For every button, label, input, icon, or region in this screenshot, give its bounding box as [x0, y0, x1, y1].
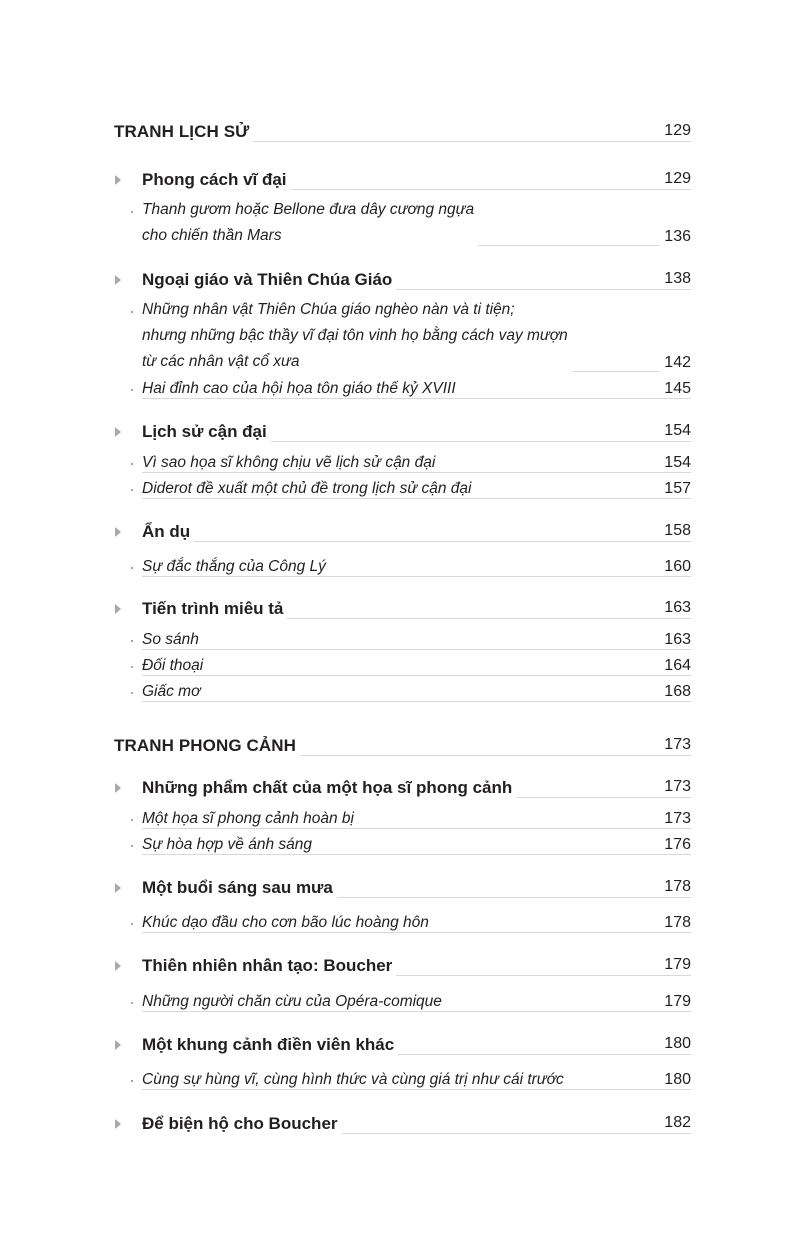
toc-subsection-entry — [0, 810, 793, 832]
toc-entry-title: Hai đỉnh cao của hội họa tôn giáo thế kỷ XVIII — [142, 380, 460, 398]
toc-section-entry — [0, 878, 793, 900]
toc-section-entry — [0, 956, 793, 978]
toc-subsection-entry — [0, 993, 793, 1015]
toc-subsection-entry — [0, 631, 793, 653]
triangle-bullet-icon — [115, 604, 121, 614]
toc-entry-title: Những nhân vật Thiên Chúa giáo nghèo nàn và ti tiện; nhưng những bậc thầy vĩ đại tôn vinh họ bằng cách vay mượn từ các nhân vật cổ xưa — [142, 297, 572, 375]
toc-subsection-entry — [0, 558, 793, 580]
toc-entry-title: Lịch sử cận đại — [142, 422, 271, 442]
toc-section-entry — [0, 270, 793, 292]
triangle-bullet-icon — [115, 275, 121, 285]
toc-entry-title: Thanh gươm hoặc Bellone đưa dây cương ngựa cho chiến thần Mars — [142, 197, 478, 249]
toc-page-number: 173 — [660, 736, 691, 754]
toc-subsection-entry — [0, 480, 793, 502]
toc-page-number: 160 — [660, 558, 691, 576]
dot-bullet-icon — [131, 463, 133, 465]
dot-leader — [142, 828, 691, 829]
toc-subsection-entry — [0, 836, 793, 858]
dot-leader — [142, 1089, 691, 1090]
toc-section-entry — [0, 1035, 793, 1057]
toc-entry-title: Một khung cảnh điền viên khác — [142, 1035, 398, 1055]
dot-leader — [142, 932, 691, 933]
triangle-bullet-icon — [115, 783, 121, 793]
toc-page-number: 168 — [660, 683, 691, 701]
dot-bullet-icon — [131, 1080, 133, 1082]
toc-entry-title: Phong cách vĩ đại — [142, 170, 291, 190]
toc-entry-title: Để biện hộ cho Boucher — [142, 1114, 342, 1134]
toc-page-number: 164 — [660, 657, 691, 675]
toc-subsection-entry — [0, 202, 793, 248]
triangle-bullet-icon — [115, 427, 121, 437]
toc-entry-title: Đối thoại — [142, 657, 207, 675]
triangle-bullet-icon — [115, 527, 121, 537]
triangle-bullet-icon — [115, 883, 121, 893]
toc-page-number: 182 — [660, 1114, 691, 1132]
toc-entry-title: Ẩn dụ — [142, 522, 194, 542]
dot-leader — [142, 701, 691, 702]
toc-page-number: 179 — [660, 956, 691, 974]
triangle-bullet-icon — [115, 175, 121, 185]
toc-section-entry — [0, 522, 793, 544]
dot-bullet-icon — [131, 845, 133, 847]
toc-page-number: 158 — [660, 522, 691, 540]
toc-page-number: 136 — [660, 228, 691, 248]
toc-page-number: 179 — [660, 993, 691, 1011]
toc-page-number: 154 — [660, 454, 691, 472]
dot-bullet-icon — [131, 389, 133, 391]
dot-leader — [142, 541, 691, 542]
toc-page-number: 129 — [660, 122, 691, 140]
toc-entry-title: Những người chăn cừu của Opéra-comique — [142, 993, 446, 1011]
toc-page-number: 129 — [660, 170, 691, 188]
toc-subsection-entry — [0, 302, 793, 374]
triangle-bullet-icon — [115, 1119, 121, 1129]
dot-leader — [142, 472, 691, 473]
toc-page-number: 178 — [660, 878, 691, 896]
dot-leader — [142, 398, 691, 399]
toc-entry-title: Khúc dạo đầu cho cơn bão lúc hoàng hôn — [142, 914, 433, 932]
toc-page-number: 173 — [660, 778, 691, 796]
toc-subsection-entry — [0, 657, 793, 679]
toc-section-entry — [0, 778, 793, 800]
toc-page-number: 176 — [660, 836, 691, 854]
dot-bullet-icon — [131, 567, 133, 569]
dot-bullet-icon — [131, 666, 133, 668]
toc-page-number: 180 — [660, 1035, 691, 1053]
toc-subsection-entry — [0, 1071, 793, 1093]
dot-bullet-icon — [131, 1002, 133, 1004]
toc-page-number: 138 — [660, 270, 691, 288]
dot-leader — [142, 498, 691, 499]
toc-entry-title: Một buổi sáng sau mưa — [142, 878, 337, 898]
toc-section-entry — [0, 170, 793, 192]
toc-page-number: 163 — [660, 631, 691, 649]
dot-bullet-icon — [131, 489, 133, 491]
dot-bullet-icon — [131, 923, 133, 925]
toc-section-entry — [0, 422, 793, 444]
toc-page-number: 173 — [660, 810, 691, 828]
toc-section-entry — [0, 599, 793, 621]
toc-page-number: 163 — [660, 599, 691, 617]
triangle-bullet-icon — [115, 961, 121, 971]
dot-leader — [142, 576, 691, 577]
toc-page-number: 157 — [660, 480, 691, 498]
toc-subsection-entry — [0, 914, 793, 936]
toc-entry-title: TRANH PHONG CẢNH — [114, 736, 300, 756]
toc-entry-title: Ngoại giáo và Thiên Chúa Giáo — [142, 270, 396, 290]
dot-bullet-icon — [131, 311, 133, 313]
toc-subsection-entry — [0, 683, 793, 705]
dot-leader — [142, 1011, 691, 1012]
toc-page-number: 154 — [660, 422, 691, 440]
dot-leader — [142, 675, 691, 676]
toc-entry-title: So sánh — [142, 631, 203, 649]
dot-bullet-icon — [131, 819, 133, 821]
toc-page-number: 178 — [660, 914, 691, 932]
dot-leader — [142, 854, 691, 855]
dot-bullet-icon — [131, 640, 133, 642]
toc-entry-title: Diderot đề xuất một chủ đề trong lịch sử cận đại — [142, 480, 475, 498]
dot-bullet-icon — [131, 692, 133, 694]
dot-bullet-icon — [131, 211, 133, 213]
toc-part-heading — [0, 122, 793, 144]
triangle-bullet-icon — [115, 1040, 121, 1050]
toc-entry-title: Sự hòa hợp về ánh sáng — [142, 836, 316, 854]
toc-entry-title: Thiên nhiên nhân tạo: Boucher — [142, 956, 396, 976]
toc-page-number: 180 — [660, 1071, 691, 1089]
toc-page-number: 142 — [660, 354, 691, 374]
toc-entry-title: Một họa sĩ phong cảnh hoàn bị — [142, 810, 358, 828]
toc-entry-title: Tiến trình miêu tả — [142, 599, 287, 619]
toc-page-number: 145 — [660, 380, 691, 398]
toc-entry-title: Giấc mơ — [142, 683, 204, 701]
toc-entry-title: TRANH LỊCH SỬ — [114, 122, 253, 142]
toc-entry-title: Vì sao họa sĩ không chịu vẽ lịch sử cận đại — [142, 454, 439, 472]
toc-entry-title: Những phẩm chất của một họa sĩ phong cảnh — [142, 778, 516, 798]
toc-part-heading — [0, 736, 793, 758]
toc-entry-title: Sự đắc thắng của Công Lý — [142, 558, 330, 576]
toc-subsection-entry — [0, 454, 793, 476]
toc-section-entry — [0, 1114, 793, 1136]
toc-subsection-entry — [0, 380, 793, 402]
toc-entry-title: Cùng sự hùng vĩ, cùng hình thức và cùng giá trị như cái trước — [142, 1071, 568, 1089]
dot-leader — [142, 649, 691, 650]
